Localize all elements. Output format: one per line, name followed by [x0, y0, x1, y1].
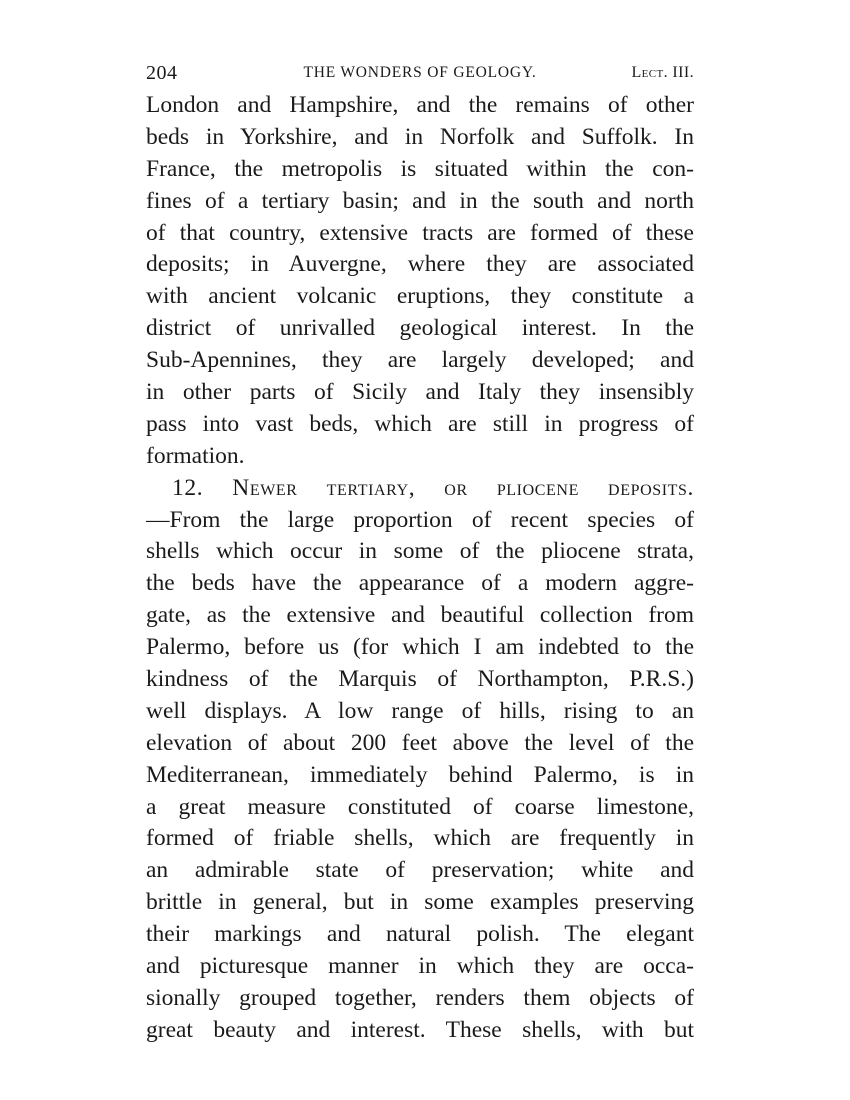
text-line: Sub-Apennines, they are largely developed; and — [146, 347, 694, 374]
text-line: well displays. A low range of hills, rising to an — [146, 697, 694, 724]
text-line: sionally grouped together, renders them objects of — [146, 984, 694, 1011]
text-line: with ancient volcanic eruptions, they constitute a — [146, 283, 694, 310]
text-line: of that country, extensive tracts are formed of these — [146, 219, 694, 246]
text-line: Palermo, before us (for which I am indebted to the — [146, 634, 694, 661]
text-line: France, the metropolis is situated within the con- — [146, 155, 694, 182]
text-line: in other parts of Sicily and Italy they insensibly — [146, 379, 694, 406]
text-line: and picturesque manner in which they are occa- — [146, 953, 694, 980]
text-line: formed of friable shells, which are frequently in — [146, 825, 694, 852]
text-line: a great measure constituted of coarse limestone, — [146, 793, 694, 820]
running-title: THE WONDERS OF GEOLOGY. — [303, 64, 537, 81]
text-line: the beds have the appearance of a modern aggre- — [146, 570, 694, 597]
text-line: gate, as the extensive and beautiful collection from — [146, 602, 694, 629]
text-line: kindness of the Marquis of Northampton, P.R.S.) — [146, 666, 694, 693]
text-line: Mediterranean, immediately behind Palermo, is in — [146, 761, 694, 788]
text-line: deposits; in Auvergne, where they are associated — [146, 251, 694, 278]
text-line: fines of a tertiary basin; and in the south and north — [146, 187, 694, 214]
text-line: elevation of about 200 feet above the level of the — [146, 729, 694, 756]
lecture-label: Lect. III. — [631, 64, 694, 81]
running-head — [146, 58, 694, 90]
text-line: their markings and natural polish. The elegant — [146, 921, 694, 948]
section-12 — [146, 473, 694, 1047]
page-number: 204 — [146, 62, 178, 84]
text-line: an admirable state of preservation; white and — [146, 857, 694, 884]
paragraph-continued — [146, 90, 694, 473]
text-line: —From the large proportion of recent species of — [146, 506, 694, 533]
text-line: great beauty and interest. These shells, with but — [146, 1016, 694, 1043]
section-heading: 12. Newer tertiary, or pliocene deposits. — [172, 474, 694, 501]
text-line: London and Hampshire, and the remains of other — [146, 92, 694, 118]
book-page — [146, 58, 694, 1047]
text-line: beds in Yorkshire, and in Norfolk and Suffolk. In — [146, 123, 694, 150]
text-line: shells which occur in some of the pliocene strata, — [146, 538, 694, 565]
text-line: formation. — [146, 442, 245, 469]
text-line: brittle in general, but in some examples preserving — [146, 889, 694, 916]
text-line: district of unrivalled geological interest. In the — [146, 315, 694, 342]
text-line: pass into vast beds, which are still in progress of — [146, 410, 694, 437]
